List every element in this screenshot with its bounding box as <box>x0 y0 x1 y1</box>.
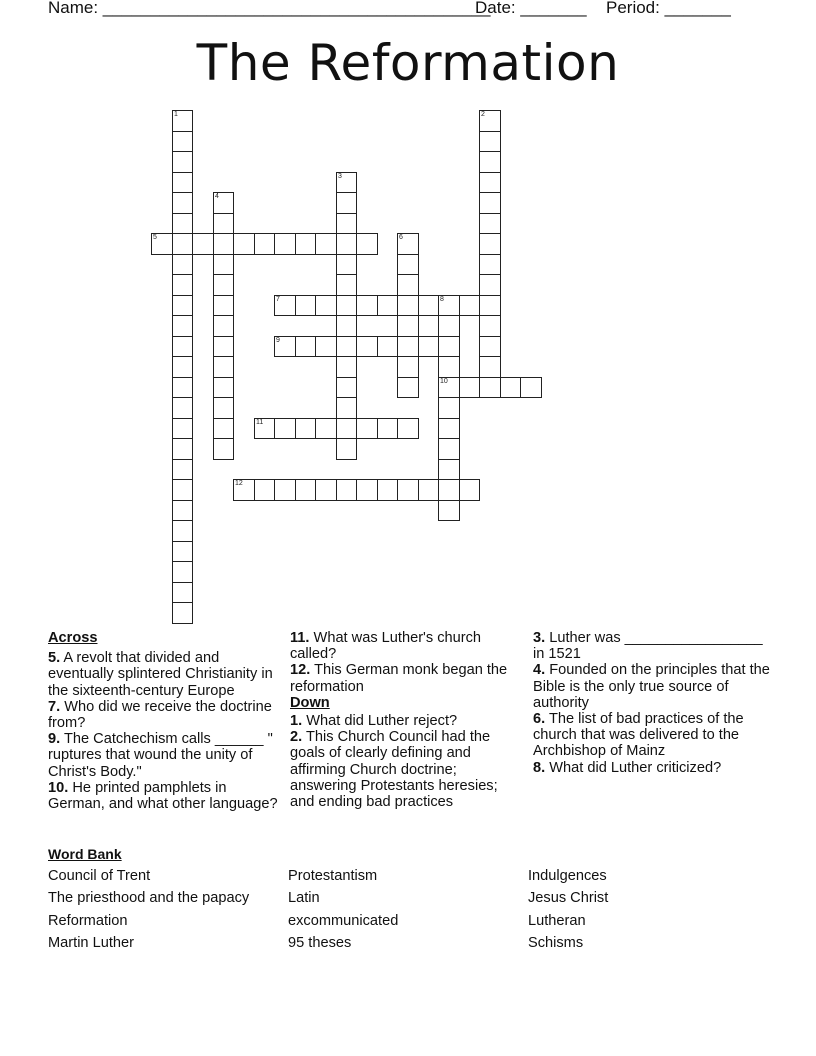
crossword-cell[interactable] <box>336 233 357 255</box>
crossword-cell[interactable] <box>172 397 193 419</box>
crossword-cell[interactable] <box>295 336 316 357</box>
crossword-cell[interactable] <box>274 295 296 316</box>
crossword-cell[interactable] <box>254 479 275 501</box>
crossword-cell[interactable] <box>438 500 460 521</box>
crossword-cell[interactable] <box>172 582 193 603</box>
crossword-cell[interactable] <box>192 233 214 255</box>
crossword-cell[interactable] <box>213 418 234 439</box>
crossword-cell[interactable] <box>336 315 357 337</box>
crossword-cell[interactable] <box>336 192 357 214</box>
crossword-cell[interactable] <box>397 377 419 398</box>
crossword-cell[interactable] <box>336 213 357 234</box>
crossword-cell[interactable] <box>500 377 521 398</box>
word-bank-item: Council of Trent <box>48 868 151 884</box>
crossword-cell[interactable] <box>336 377 357 398</box>
clue-number: 7 <box>276 296 280 303</box>
crossword-cell[interactable] <box>233 233 255 255</box>
clue-number: 8 <box>440 296 444 303</box>
crossword-cell[interactable] <box>438 397 460 419</box>
crossword-cell[interactable] <box>213 377 234 398</box>
word-bank-item: Reformation <box>48 913 128 929</box>
crossword-cell[interactable] <box>295 233 316 255</box>
crossword-cell[interactable] <box>397 356 419 378</box>
crossword-cell[interactable] <box>233 479 255 501</box>
clue-down-8: 8. What did Luther criticized? <box>533 759 722 776</box>
down-heading: Down <box>290 694 330 711</box>
period-field[interactable]: Period: _______ <box>606 0 731 17</box>
crossword-cell[interactable] <box>172 479 193 501</box>
crossword-cell[interactable] <box>520 377 542 398</box>
word-bank-item: Schisms <box>528 935 584 951</box>
clue-down-2: 2. This Church Council had the goals of clearly defining and affirming Church doctrine; answering Protestants heresies; and ending bad practices <box>290 729 498 811</box>
clue-number: 4 <box>215 193 219 200</box>
clues-column-3 <box>533 630 773 776</box>
clue-number: 9 <box>276 337 280 344</box>
crossword-cell[interactable] <box>336 418 357 439</box>
crossword-cell[interactable] <box>295 418 316 439</box>
clue-across-7: 7. Who did we receive the doctrine from? <box>48 698 272 732</box>
clue-number: 12 <box>235 480 243 487</box>
word-bank-item: 95 theses <box>288 935 352 951</box>
crossword-cell[interactable] <box>172 110 193 132</box>
crossword-cell[interactable] <box>336 397 357 419</box>
crossword-cell[interactable] <box>213 274 234 296</box>
crossword-cell[interactable] <box>295 479 316 501</box>
clue-down-3: 3. Luther was _________________ in 1521 <box>533 630 763 663</box>
crossword-cell[interactable] <box>172 438 193 460</box>
clue-number: 11 <box>256 419 264 426</box>
clue-number: 6 <box>399 234 403 241</box>
crossword-cell[interactable] <box>315 233 337 255</box>
crossword-cell[interactable] <box>172 336 193 357</box>
word-bank-item: Protestantism <box>288 868 378 884</box>
crossword-cell[interactable] <box>172 274 193 296</box>
crossword-cell[interactable] <box>172 418 193 439</box>
crossword-cell[interactable] <box>172 233 193 255</box>
crossword-cell[interactable] <box>479 315 501 337</box>
crossword-cell[interactable] <box>172 192 193 214</box>
crossword-cell[interactable] <box>274 233 296 255</box>
clues-column-1 <box>48 630 286 812</box>
clue-number: 2 <box>481 111 485 118</box>
clue-number: 10 <box>440 378 448 385</box>
clue-down-6: 6. The list of bad practices of the church that was delivered to the Archbishop of Mainz <box>533 711 744 760</box>
crossword-cell[interactable] <box>479 254 501 275</box>
crossword-cell[interactable] <box>336 336 357 357</box>
crossword-cell[interactable] <box>438 377 460 398</box>
crossword-cell[interactable] <box>418 479 439 501</box>
header <box>48 0 768 20</box>
crossword-cell[interactable] <box>315 418 337 439</box>
crossword-cell[interactable] <box>438 315 460 337</box>
crossword-cell[interactable] <box>336 295 357 316</box>
page-title: The Reformation <box>196 34 620 92</box>
crossword-cell[interactable] <box>438 356 460 378</box>
crossword-cell[interactable] <box>479 274 501 296</box>
crossword-cell[interactable] <box>254 418 275 439</box>
crossword-cell[interactable] <box>356 233 378 255</box>
crossword-cell[interactable] <box>377 336 398 357</box>
crossword-cell[interactable] <box>377 295 398 316</box>
clue-across-9: 9. The Catchechism calls ______ " ruptures that wound the unity of Christ's Body." <box>48 731 273 780</box>
crossword-cell[interactable] <box>172 172 193 193</box>
crossword-cell[interactable] <box>172 377 193 398</box>
crossword-cell[interactable] <box>172 151 193 173</box>
crossword-cell[interactable] <box>213 397 234 419</box>
crossword-cell[interactable] <box>397 315 419 337</box>
crossword-cell[interactable] <box>172 356 193 378</box>
crossword-cell[interactable] <box>479 110 501 132</box>
word-bank-item: Indulgences <box>528 868 607 884</box>
crossword-cell[interactable] <box>397 295 419 316</box>
word-bank-heading: Word Bank <box>48 846 122 862</box>
word-bank-item: Martin Luther <box>48 935 134 951</box>
crossword-cell[interactable] <box>213 336 234 357</box>
crossword-cell[interactable] <box>213 192 234 214</box>
crossword-cell[interactable] <box>172 561 193 583</box>
clue-across-5: 5. A revolt that divided and eventually splintered Christianity in the sixteenth-century Europe <box>48 650 273 699</box>
crossword-cell[interactable] <box>172 520 193 542</box>
clue-down-1: 1. What did Luther reject? <box>290 713 458 730</box>
crossword-cell[interactable] <box>459 295 480 316</box>
crossword-cell[interactable] <box>315 336 337 357</box>
clue-down-4: 4. Founded on the principles that the Bible is the only true source of authority <box>533 662 770 711</box>
crossword-cell[interactable] <box>172 213 193 234</box>
crossword-cell[interactable] <box>397 418 419 439</box>
crossword-cell[interactable] <box>459 479 480 501</box>
clue-number: 3 <box>338 173 342 180</box>
crossword-cell[interactable] <box>295 295 316 316</box>
crossword-cell[interactable] <box>438 459 460 480</box>
crossword-cell[interactable] <box>438 295 460 316</box>
crossword-cell[interactable] <box>479 295 501 316</box>
crossword-cell[interactable] <box>315 479 337 501</box>
crossword-cell[interactable] <box>418 295 439 316</box>
crossword-cell[interactable] <box>438 438 460 460</box>
word-bank-item: excommunicated <box>288 913 399 929</box>
crossword-cell[interactable] <box>213 254 234 275</box>
crossword-cell[interactable] <box>254 233 275 255</box>
crossword-cell[interactable] <box>397 233 419 255</box>
crossword-cell[interactable] <box>438 479 460 501</box>
crossword-cell[interactable] <box>336 438 357 460</box>
crossword-cell[interactable] <box>397 336 419 357</box>
crossword-cell[interactable] <box>397 254 419 275</box>
crossword-cell[interactable] <box>151 233 173 255</box>
date-field[interactable]: Date: _______ <box>475 0 587 17</box>
crossword-cell[interactable] <box>213 438 234 460</box>
crossword-cell[interactable] <box>336 479 357 501</box>
crossword-cell[interactable] <box>479 377 501 398</box>
crossword-cell[interactable] <box>213 356 234 378</box>
crossword-cell[interactable] <box>479 192 501 214</box>
clue-number: 1 <box>174 111 178 118</box>
clue-number: 5 <box>153 234 157 241</box>
crossword-cell[interactable] <box>479 213 501 234</box>
crossword-cell[interactable] <box>418 336 439 357</box>
crossword-cell[interactable] <box>356 336 378 357</box>
crossword-cell[interactable] <box>377 479 398 501</box>
crossword-cell[interactable] <box>459 377 480 398</box>
crossword-cell[interactable] <box>479 233 501 255</box>
crossword-cell[interactable] <box>213 213 234 234</box>
clue-across-12: 12. This German monk began the reformation <box>290 662 508 695</box>
crossword-cell[interactable] <box>479 172 501 193</box>
crossword-cell[interactable] <box>356 418 378 439</box>
crossword-cell[interactable] <box>479 356 501 378</box>
crossword-cell[interactable] <box>336 274 357 296</box>
crossword-cell[interactable] <box>356 295 378 316</box>
crossword-cell[interactable] <box>397 479 419 501</box>
word-bank-item: Latin <box>288 890 320 906</box>
crossword-cell[interactable] <box>356 479 378 501</box>
across-heading: Across <box>48 630 98 646</box>
crossword-cell[interactable] <box>172 602 193 624</box>
crossword-cell[interactable] <box>172 459 193 480</box>
clue-across-11: 11. What was Luther's church called? <box>290 630 481 663</box>
crossword-cell[interactable] <box>172 500 193 521</box>
crossword-cell[interactable] <box>213 233 234 255</box>
crossword-cell[interactable] <box>172 315 193 337</box>
crossword-cell[interactable] <box>336 356 357 378</box>
crossword-cell[interactable] <box>213 295 234 316</box>
name-field[interactable]: Name: _________________________________________ <box>48 0 491 17</box>
word-bank-item: The priesthood and the papacy <box>48 890 250 906</box>
crossword-cell[interactable] <box>377 418 398 439</box>
crossword-cell[interactable] <box>438 336 460 357</box>
crossword-cell[interactable] <box>397 274 419 296</box>
crossword-cell[interactable] <box>336 254 357 275</box>
crossword-cell[interactable] <box>274 336 296 357</box>
clues-column-2 <box>290 630 526 810</box>
crossword-cell[interactable] <box>336 172 357 193</box>
crossword-cell[interactable] <box>274 418 296 439</box>
crossword-cell[interactable] <box>172 131 193 152</box>
crossword-cell[interactable] <box>274 479 296 501</box>
crossword-cell[interactable] <box>479 151 501 173</box>
crossword-cell[interactable] <box>479 336 501 357</box>
crossword-cell[interactable] <box>479 131 501 152</box>
crossword-cell[interactable] <box>315 295 337 316</box>
crossword-cell[interactable] <box>213 315 234 337</box>
crossword-cell[interactable] <box>172 295 193 316</box>
word-bank-item: Lutheran <box>528 913 586 929</box>
crossword-cell[interactable] <box>172 541 193 562</box>
crossword-cell[interactable] <box>438 418 460 439</box>
word-bank-item: Jesus Christ <box>528 890 609 906</box>
clue-across-10: 10. He printed pamphlets in German, and what other language? <box>48 779 278 813</box>
crossword-cell[interactable] <box>172 254 193 275</box>
